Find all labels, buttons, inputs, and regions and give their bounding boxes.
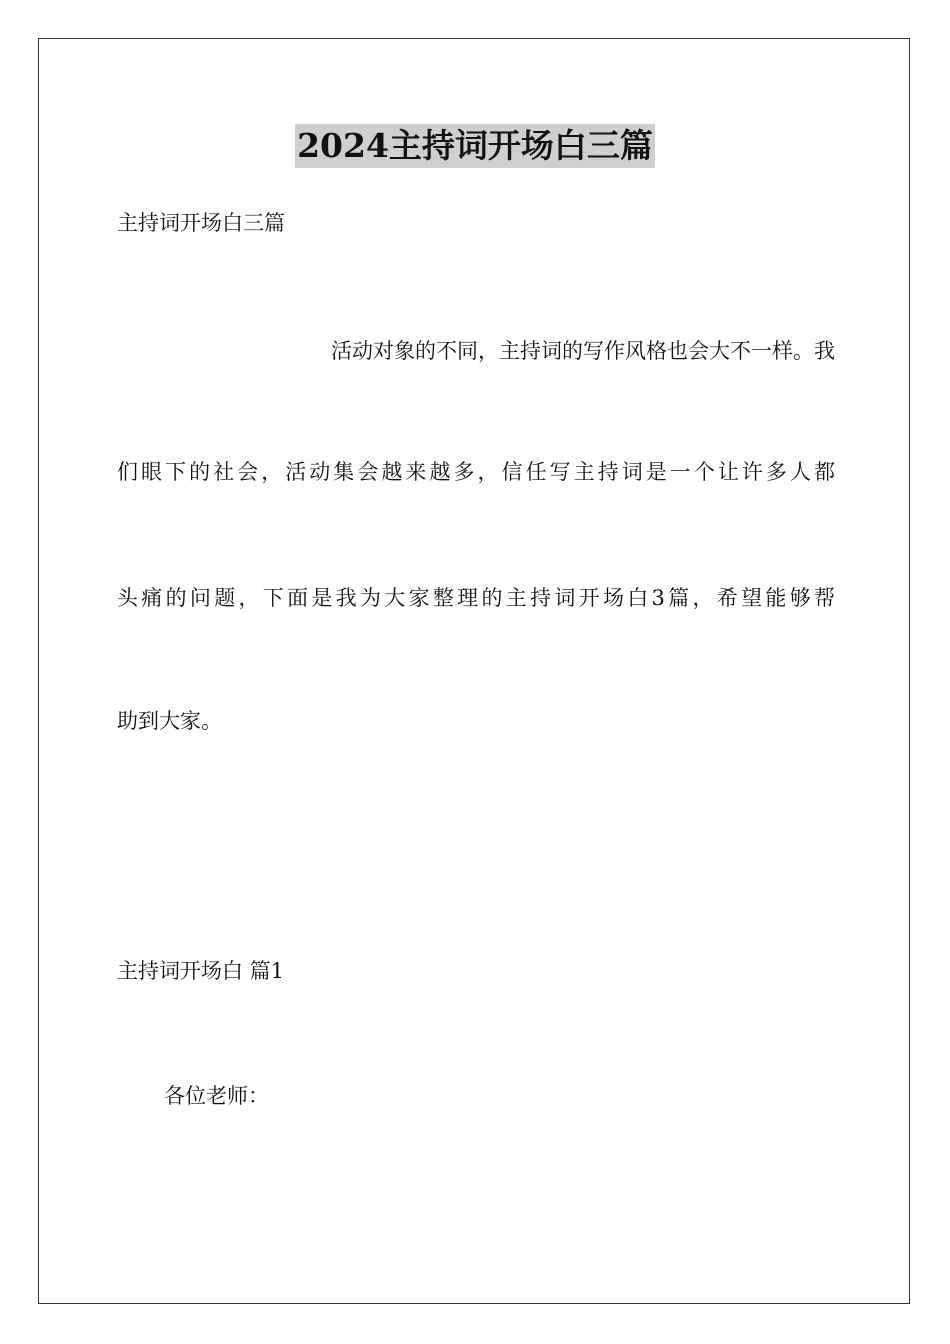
- intro-line-4: 助到大家。: [117, 709, 222, 733]
- document-title: 2024主持词开场白三篇: [295, 124, 655, 168]
- title-container: [0, 124, 950, 168]
- intro-line-3: 头痛的问题，下面是我为大家整理的主持词开场白3篇，希望能够帮: [117, 586, 835, 610]
- intro-line-1: 活动对象的不同，主持词的写作风格也会大不一样。我: [331, 339, 835, 363]
- section-heading: 主持词开场白 篇1: [117, 959, 285, 983]
- intro-line-2: 们眼下的社会，活动集会越来越多，信任写主持词是一个让许多人都: [117, 460, 835, 484]
- document-subtitle: 主持词开场白三篇: [117, 211, 285, 235]
- salutation: 各位老师：: [164, 1084, 269, 1108]
